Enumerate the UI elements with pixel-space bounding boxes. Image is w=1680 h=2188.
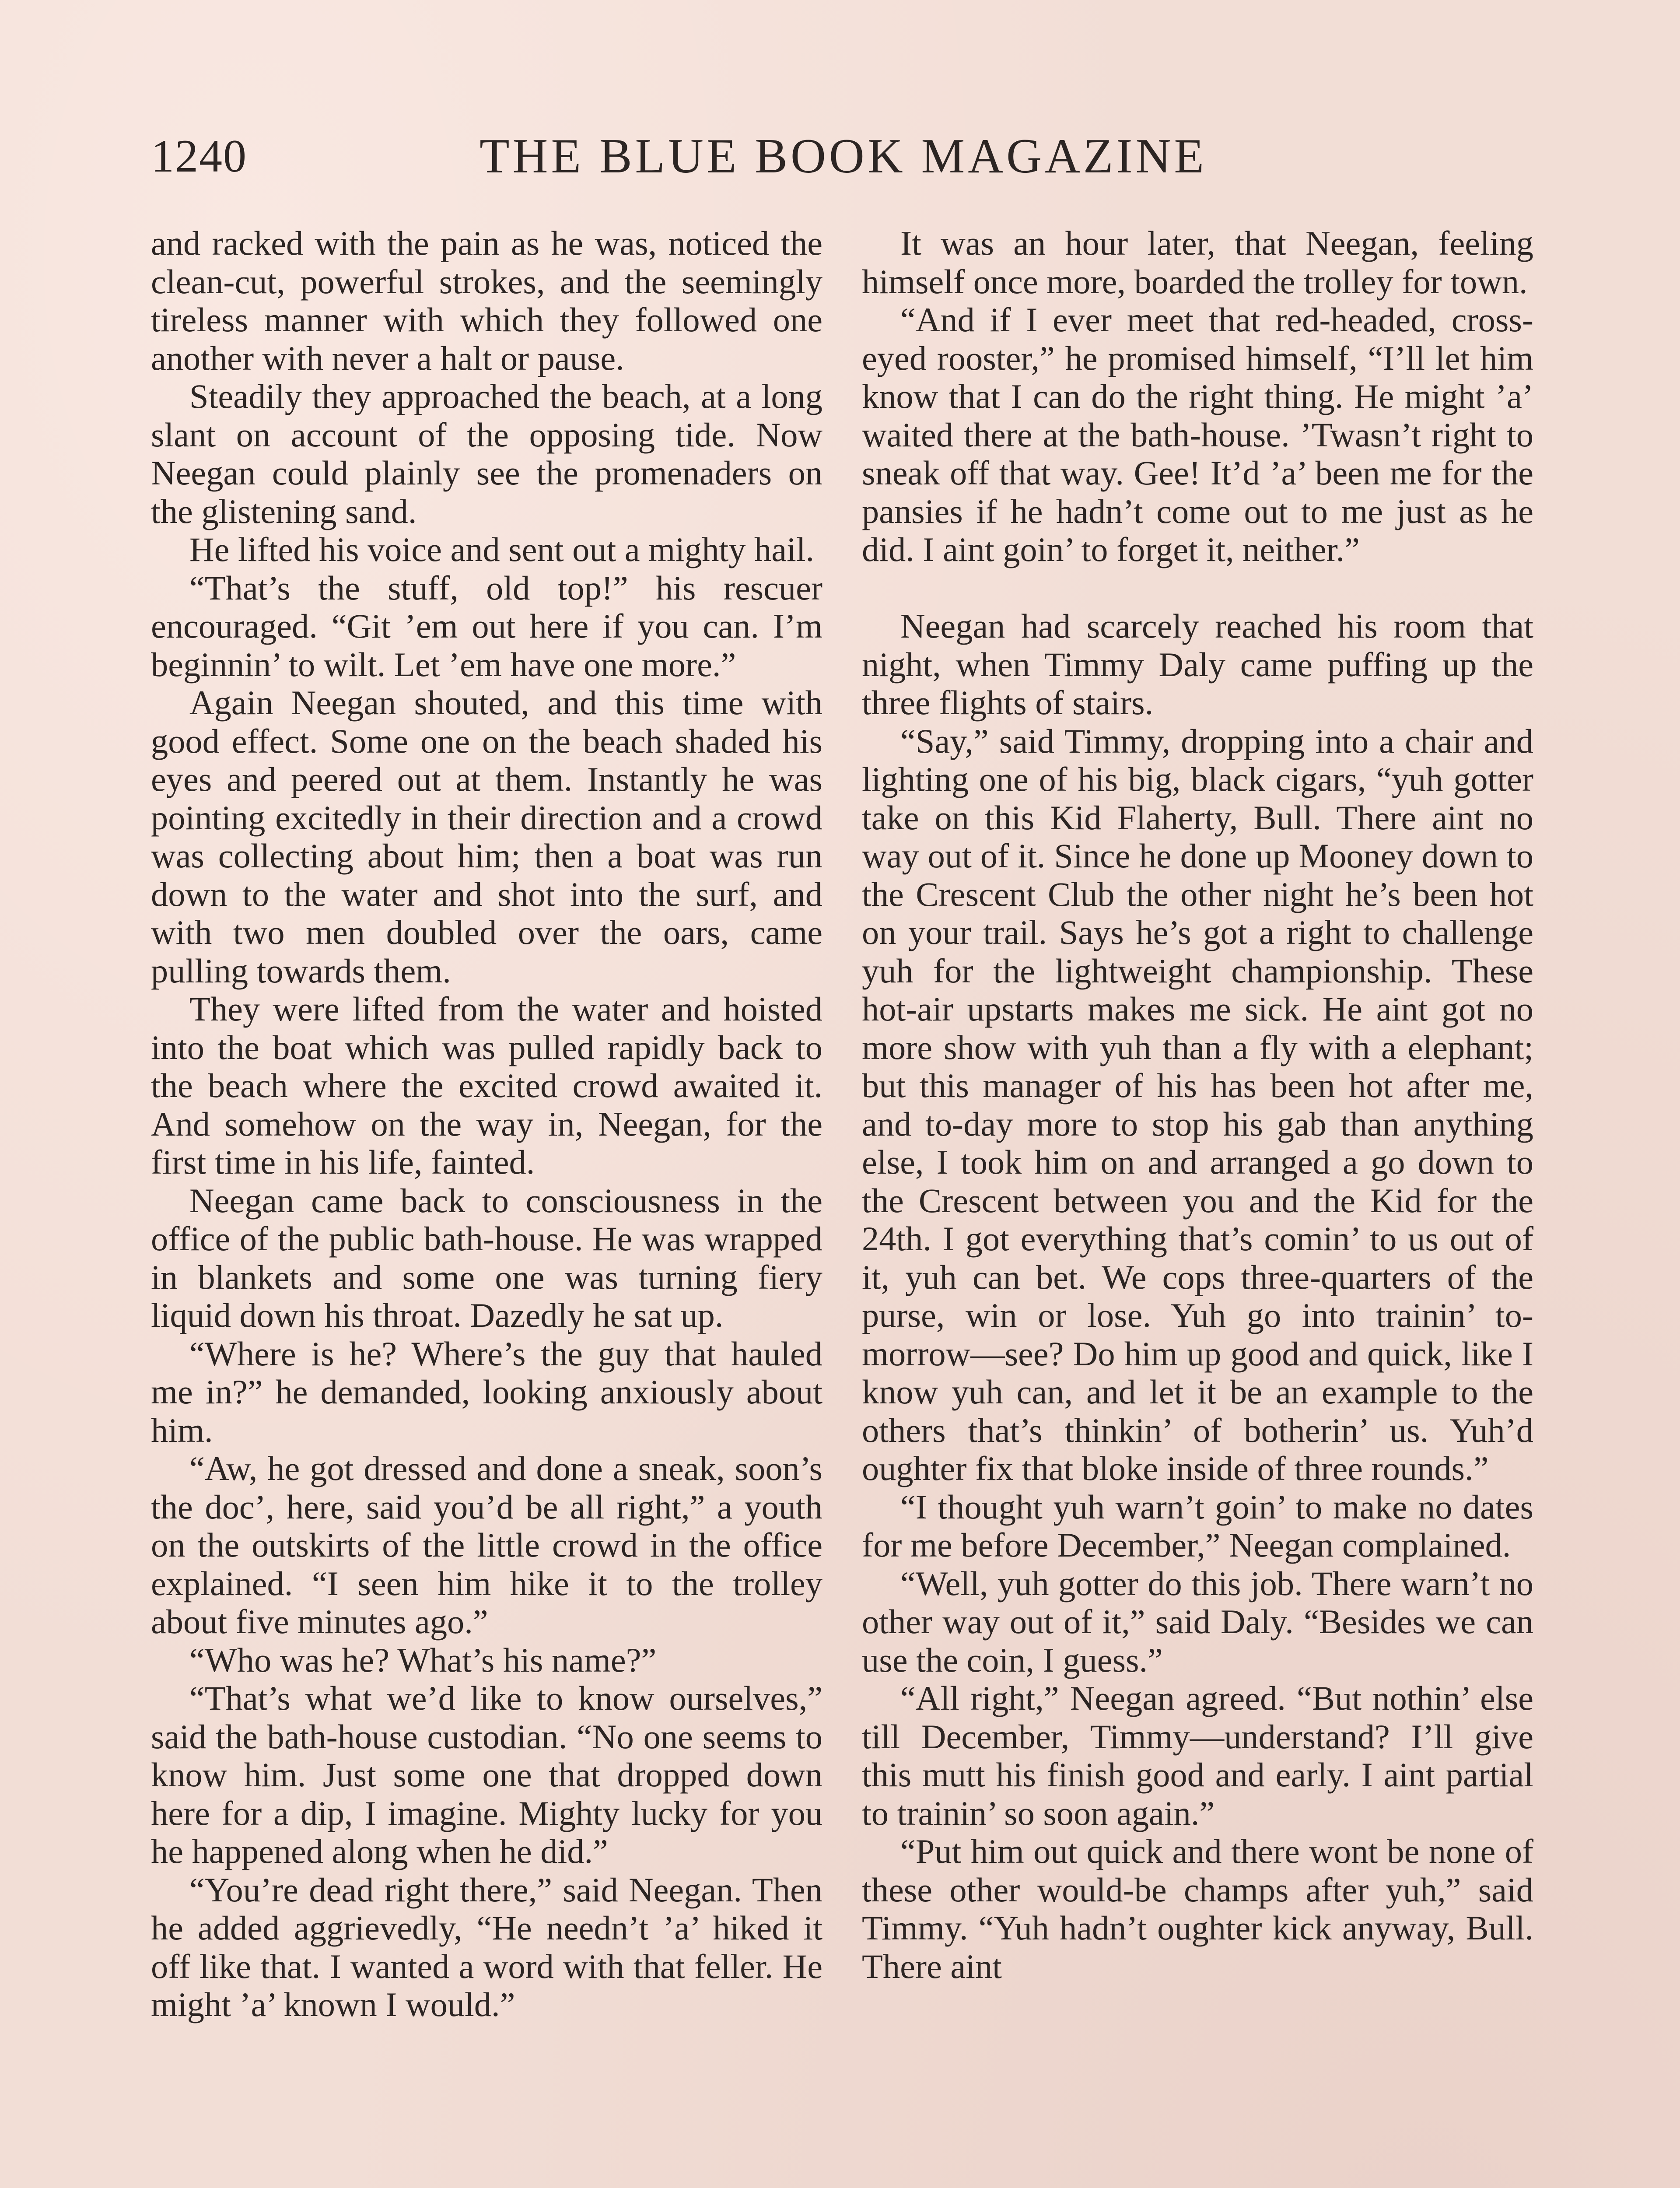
magazine-title: THE BLUE BOOK MAGAZINE [480, 129, 1207, 183]
paragraph: Neegan came back to consciousness in the office of the public bath-house. He was wrapped in blankets and some one was turning fiery liquid down his throat. Dazedly he sat up. [151, 1181, 822, 1334]
paragraph: “Say,” said Timmy, dropping into a chair and lighting one of his big, black cigars, “yuh gotter take on this Kid Flaherty, Bull. There aint no way out of it. Since he done up Mooney down to the Crescent Club the other night he’s been hot on your trail. Says he’s got a right to challenge yuh for the lightweight championship. These hot-air upstarts makes me sick. He aint got no more show with yuh than a fly with a elephant; but this manager of his has been hot after me, and to-day more to stop his gab than anything else, I took him on and arranged a go down to the Crescent between you and the Kid for the 24th. I got everything that’s comin’ to us out of it, yuh can bet. We cops three-quarters of the purse, win or lose. Yuh go into trainin’ to-morrow—see? Do him up good and quick, like I know yuh can, and let it be an example to the others that’s thinkin’ of botherin’ us. Yuh’d oughter fix that bloke inside of three rounds.” [862, 722, 1533, 1487]
section-break [862, 569, 1533, 607]
paragraph: and racked with the pain as he was, noticed the clean-cut, powerful strokes, and the seemingly tireless manner with which they followed one another with never a halt or pause. [151, 224, 822, 377]
paragraph: They were lifted from the water and hoisted into the boat which was pulled rapidly back to the beach where the excited crowd awaited it. And somehow on the way in, Neegan, for the first time in his life, fainted. [151, 990, 822, 1181]
paragraph: “All right,” Neegan agreed. “But nothin’ else till December, Timmy—understand? I’ll give this mutt his finish good and early. I aint partial to trainin’ so soon again.” [862, 1679, 1533, 1832]
paragraph: “Well, yuh gotter do this job. There warn’t no other way out of it,” said Daly. “Besides we can use the coin, I guess.” [862, 1564, 1533, 1679]
paragraph: It was an hour later, that Neegan, feeling himself once more, boarded the trolley for town. [862, 224, 1533, 301]
paragraph: “Aw, he got dressed and done a sneak, soon’s the doc’, here, said you’d be all right,” a youth on the outskirts of the little crowd in the office explained. “I seen him hike it to the trolley about five minutes ago.” [151, 1449, 822, 1641]
right-text-column [862, 224, 1533, 1985]
paragraph: Again Neegan shouted, and this time with good effect. Some one on the beach shaded his eyes and peered out at them. Instantly he was pointing excitedly in their direction and a crowd was collecting about him; then a boat was run down to the water and shot into the surf, and with two men doubled over the oars, came pulling towards them. [151, 684, 822, 990]
paragraph: “I thought yuh warn’t goin’ to make no dates for me before December,” Neegan complained. [862, 1487, 1533, 1564]
paragraph: Steadily they approached the beach, at a long slant on account of the opposing tide. Now Neegan could plainly see the promenaders on the glistening sand. [151, 377, 822, 530]
paragraph: Neegan had scarcely reached his room that night, when Timmy Daly came puffing up the three flights of stairs. [862, 607, 1533, 722]
paragraph: “You’re dead right there,” said Neegan. Then he added aggrievedly, “He needn’t ’a’ hiked it off like that. I wanted a word with that feller. He might ’a’ known I would.” [151, 1870, 822, 2023]
page-header [151, 123, 1247, 189]
page-number: 1240 [151, 130, 247, 182]
paragraph: “That’s the stuff, old top!” his rescuer encouraged. “Git ’em out here if you can. I’m beginnin’ to wilt. Let ’em have one more.” [151, 568, 822, 684]
paragraph: “Where is he? Where’s the guy that hauled me in?” he demanded, looking anxiously about him. [151, 1334, 822, 1449]
paragraph: He lifted his voice and sent out a mighty hail. [189, 530, 815, 568]
paragraph: “Who was he? What’s his name?” [189, 1641, 657, 1679]
paragraph: “That’s what we’d like to know ourselves,” said the bath-house custodian. “No one seems to know him. Just some one that dropped down here for a dip, I imagine. Mighty lucky for you he happened along when he did.” [151, 1679, 822, 1870]
paragraph: “And if I ever meet that red-headed, cross-eyed rooster,” he promised himself, “I’ll let him know that I can do the right thing. He might ’a’ waited there at the bath-house. ’Twasn’t right to sneak off that way. Gee! It’d ’a’ been me for the pansies if he hadn’t come out to me just as he did. I aint goin’ to forget it, neither.” [862, 301, 1533, 568]
paragraph: “Put him out quick and there wont be none of these other would-be champs after yuh,” said Timmy. “Yuh hadn’t oughter kick anyway, Bull. There aint [862, 1832, 1533, 1985]
left-text-column [151, 224, 822, 2024]
